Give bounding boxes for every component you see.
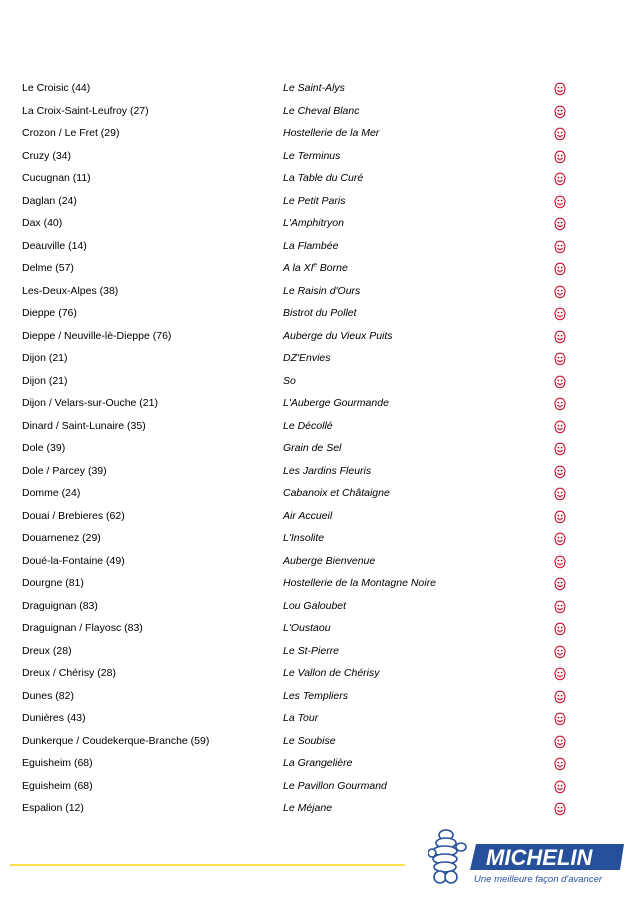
city-name: Dijon (21) [22,352,68,364]
restaurant-name: Les Jardins Fleuris [283,464,372,477]
bib-gourmand-icon [552,554,568,570]
table-row [22,281,582,304]
bib-gourmand-icon [552,81,568,97]
restaurant-name: L'Oustaou [283,622,331,634]
bib-gourmand-icon [552,194,568,210]
city-name: Daglan (24) [22,194,77,207]
bib-gourmand-icon [552,779,568,795]
bib-gourmand-icon [552,801,568,817]
bib-gourmand-icon [552,239,568,255]
restaurant-name: Le Décollé [283,419,333,432]
restaurant-name: Le St-Pierre [283,644,340,657]
restaurant-name: Le Saint-Alys [283,82,345,94]
restaurant-name: L'Insolite [283,532,325,544]
michelin-logo [428,826,624,888]
bib-gourmand-icon [552,419,568,435]
city-name: Eguisheim (68) [22,757,93,769]
city-name: Dole / Parcey (39) [22,464,107,477]
city-name: Dax (40) [22,217,63,229]
bib-gourmand-icon [552,284,568,300]
bib-gourmand-icon [552,621,568,637]
city-name: Le Croisic (44) [22,82,91,94]
restaurant-name: La Flambée [283,239,339,252]
table-row [22,326,582,349]
table-row [22,416,582,439]
bib-gourmand-icon [552,464,568,480]
restaurant-name: Le Soubise [283,734,336,747]
restaurant-name: Grain de Sel [283,442,342,454]
city-name: Espalion (12) [22,802,84,814]
table-row [22,78,582,101]
city-name: Dourgne (81) [22,577,84,589]
table-row [22,191,582,214]
restaurant-name: Le Terminus [283,149,341,162]
city-name: Delme (57) [22,262,74,274]
table-row [22,393,582,416]
table-row [22,528,582,551]
restaurant-name: La Table du Curé [283,172,364,184]
city-name: Cucugnan (11) [22,172,91,184]
brand-text: MICHELIN [486,845,593,870]
restaurant-name: Le Raisin d'Ours [283,284,361,297]
table-row [22,506,582,529]
table-row [22,258,582,281]
bib-gourmand-icon [552,486,568,502]
city-name: Dunes (82) [22,689,74,702]
table-row [22,641,582,664]
bib-gourmand-icon [552,711,568,727]
bib-gourmand-icon [552,689,568,705]
table-row [22,731,582,754]
city-name: Crozon / Le Fret (29) [22,127,120,139]
restaurant-name: So [283,374,296,387]
table-row [22,618,582,641]
table-row [22,146,582,169]
restaurant-name: Le Vallon de Chérisy [283,667,380,679]
table-row [22,596,582,619]
city-name: Dinard / Saint-Lunaire (35) [22,419,146,432]
bib-gourmand-icon [552,149,568,165]
table-row [22,663,582,686]
city-name: Dreux / Chérisy (28) [22,667,116,679]
bib-gourmand-icon [552,734,568,750]
bibendum-icon [428,830,466,883]
table-row [22,483,582,506]
city-name: Dunières (43) [22,712,86,724]
table-row [22,303,582,326]
bib-gourmand-icon [552,374,568,390]
table-row [22,753,582,776]
city-name: Draguignan / Flayosc (83) [22,622,143,634]
city-name: Dijon / Velars-sur-Ouche (21) [22,397,158,409]
city-name: Dreux (28) [22,644,72,657]
restaurant-name: Le Pavillon Gourmand [283,779,387,792]
bib-gourmand-icon [552,351,568,367]
restaurant-name: DZ'Envies [283,352,331,364]
restaurant-name: Le Petit Paris [283,194,346,207]
bib-gourmand-icon [552,531,568,547]
bib-gourmand-icon [552,509,568,525]
table-row [22,123,582,146]
city-name: Douarnenez (29) [22,532,101,544]
city-name: Doué-la-Fontaine (49) [22,554,125,567]
city-name: Cruzy (34) [22,149,72,162]
footer-divider [10,864,405,866]
restaurant-list [22,78,582,821]
bib-gourmand-icon [552,644,568,660]
bib-gourmand-icon [552,329,568,345]
restaurant-name: Hostellerie de la Mer [283,127,380,139]
restaurant-name: Air Accueil [283,509,333,522]
bib-gourmand-icon [552,104,568,120]
restaurant-name: Auberge Bienvenue [283,554,376,567]
restaurant-name: Les Templiers [283,689,348,702]
restaurant-name: A la XIe Borne [283,262,348,274]
table-row [22,348,582,371]
bib-gourmand-icon [552,216,568,232]
bib-gourmand-icon [552,171,568,187]
bib-gourmand-icon [552,306,568,322]
tagline-text: Une meilleure façon d'avancer [474,874,603,885]
table-row [22,798,582,821]
city-name: Dole (39) [22,442,66,454]
city-name: Dijon (21) [22,374,68,387]
city-name: Domme (24) [22,487,81,499]
table-row [22,168,582,191]
bib-gourmand-icon [552,756,568,772]
restaurant-name: La Grangelière [283,757,353,769]
restaurant-name: Le Méjane [283,802,333,814]
restaurant-name: Hostellerie de la Montagne Noire [283,577,436,589]
table-row [22,551,582,574]
table-row [22,686,582,709]
restaurant-name: L'Amphitryon [283,217,344,229]
city-name: Dunkerque / Coudekerque-Branche (59) [22,734,210,747]
restaurant-name: Auberge du Vieux Puits [283,329,393,342]
city-name: Draguignan (83) [22,599,98,612]
bib-gourmand-icon [552,576,568,592]
table-row [22,708,582,731]
bib-gourmand-icon [552,261,568,277]
city-name: Les-Deux-Alpes (38) [22,284,119,297]
restaurant-name: Lou Galoubet [283,599,347,612]
city-name: La Croix-Saint-Leufroy (27) [22,104,149,117]
bib-gourmand-icon [552,441,568,457]
bib-gourmand-icon [552,666,568,682]
table-row [22,573,582,596]
table-row [22,236,582,259]
table-row [22,101,582,124]
city-name: Dieppe (76) [22,307,77,319]
city-name: Deauville (14) [22,239,87,252]
restaurant-name: L'Auberge Gourmande [283,397,389,409]
city-name: Eguisheim (68) [22,779,93,792]
city-name: Dieppe / Neuville-lè-Dieppe (76) [22,329,172,342]
restaurant-name: Bistrot du Pollet [283,307,357,319]
table-row [22,438,582,461]
table-row [22,371,582,394]
bib-gourmand-icon [552,396,568,412]
restaurant-name: Cabanoix et Châtaigne [283,487,390,499]
table-row [22,461,582,484]
table-row [22,213,582,236]
bib-gourmand-icon [552,126,568,142]
restaurant-name: Le Cheval Blanc [283,104,360,117]
city-name: Douai / Brebieres (62) [22,509,125,522]
bib-gourmand-icon [552,599,568,615]
restaurant-name: La Tour [283,712,319,724]
table-row [22,776,582,799]
